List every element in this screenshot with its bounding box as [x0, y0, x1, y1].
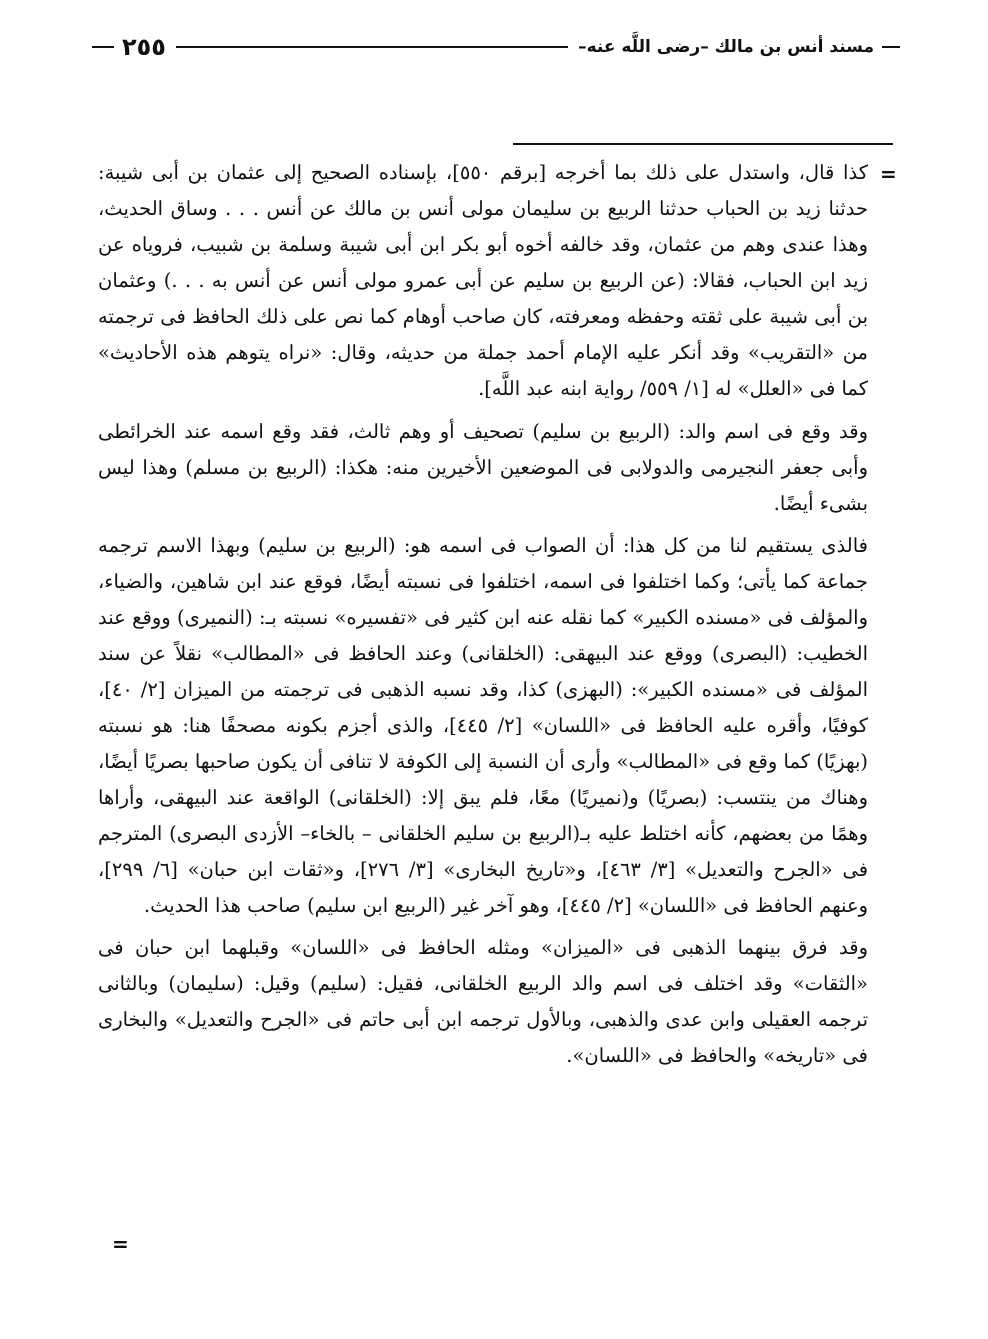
footnote-paragraph-2: وقد وقع فى اسم والد: (الربيع بن سليم) تصحيف أو وهم ثالث، فقد وقع اسمه عند الخرائطى وأبى جعفر النجيرمى والدولابى فى الموضعين الأخيرين منه: هكذا: (الربيع بن مسلم) وهذا ليس بشىء أيضًا. [98, 420, 868, 515]
continuation-mark-bottom: = [112, 1232, 129, 1256]
footnote-paragraph-3: فالذى يستقيم لنا من كل هذا: أن الصواب فى اسمه هو: (الربيع بن سليم) وبهذا الاسم ترجمه جماعة كما يأتى؛ وكما اختلفوا فى اسمه، اختلفوا فى نسبته أيضًا، فوقع عند ابن شاهين، والضياء، والمؤلف فى «مسنده الكبير» كما نقله عنه ابن كثير فى «تفسيره» نسبته بـ: (النميرى) ووقع عند الخطيب: (البصرى) ووقع عند البيهقى: (الخلقانى) وعند الحافظ فى «المطالب» نقلاً عن سند المؤلف فى «مسنده الكبير»: (البهزى) كذا، وقد نسبه الذهبى فى ترجمته من الميزان [٢/ ٤٠]، كوفيًا، وأقره عليه الحافظ فى «اللسان» [٢/ ٤٤٥]، والذى أجزم بكونه مصحفًا هنا: هو نسبته (بهزيًا) كما وقع فى «المطالب» وأرى أن النسبة إلى الكوفة لا تنافى أن يكون صاحبها بصريًا أيضًا، وهناك من ينتسب: (بصريًا) و(نميريًا) معًا، فلم يبق إلا: (الخلقانى) الواقعة عند البيهقى، وأراها وهمًا من بعضهم، كأنه اختلط عليه بـ(الربيع بن سليم الخلقانى – بالخاء– الأزدى البصرى) المترجم فى «الجرح والتعديل» [٣/ ٤٦٣]، و«تاريخ البخارى» [٣/ ٢٧٦]، و«ثقات ابن حبان» [٦/ ٢٩٩]، وعنهم الحافظ فى «اللسان» [٢/ ٤٤٥]، وهو آخر غير (الربيع ابن سليم) صاحب هذا الحديث. [98, 534, 869, 917]
header-trail-dash [92, 46, 114, 48]
footnote-separator [513, 143, 893, 145]
footnote-body [98, 155, 868, 1080]
running-header [92, 30, 900, 64]
continuation-mark-top: = [880, 162, 897, 186]
page-number: ٢٥٥ [122, 33, 166, 61]
running-title: مسند أنس بن مالك –رضى اللَّه عنه– [578, 37, 874, 57]
footnote-paragraph-1: كذا قال، واستدل على ذلك بما أخرجه [برقم ٥٥٠]، بإسناده الصحيح إلى عثمان بن أبى شيبة: حدثنا زيد بن الحباب حدثنا الربيع بن سليمان مولى أنس بن مالك عن أنس . . . وساق الحديث، وهذا عندى وهم من عثمان، وقد خالفه أخوه أبو بكر ابن أبى شيبة وسلمة بن شبيب، فروياه عن زيد ابن الحباب، فقالا: (عن الربيع بن سليم عن أبى عمرو مولى أنس عن أنس به . . .) وعثمان بن أبى شيبة على ثقته وحفظه ومعرفته، كان صاحب أوهام كما نص على ذلك الحافظ فى ترجمته من «التقريب» وقد أنكر عليه الإمام أحمد جملة من حديثه، وقال: «نراه يتوهم هذه الأحاديث» كما فى «العلل» له [١/ ٥٥٩/ رواية ابنه عبد اللَّه]. [98, 161, 868, 400]
header-lead-dash [882, 46, 900, 48]
header-rule [176, 46, 568, 48]
footnote-paragraph-4: وقد فرق بينهما الذهبى فى «الميزان» ومثله الحافظ فى «اللسان» وقبلهما ابن حبان فى «الثقات» وقد اختلف فى اسم والد الربيع الخلقانى، فقيل: (سليم) وقيل: (سليمان) وبالثانى ترجمه العقيلى وابن عدى والذهبى، وبالأول ترجمه ابن أبى حاتم فى «الجرح والتعديل» والبخارى فى «تاريخه» والحافظ فى «اللسان». [98, 936, 868, 1067]
